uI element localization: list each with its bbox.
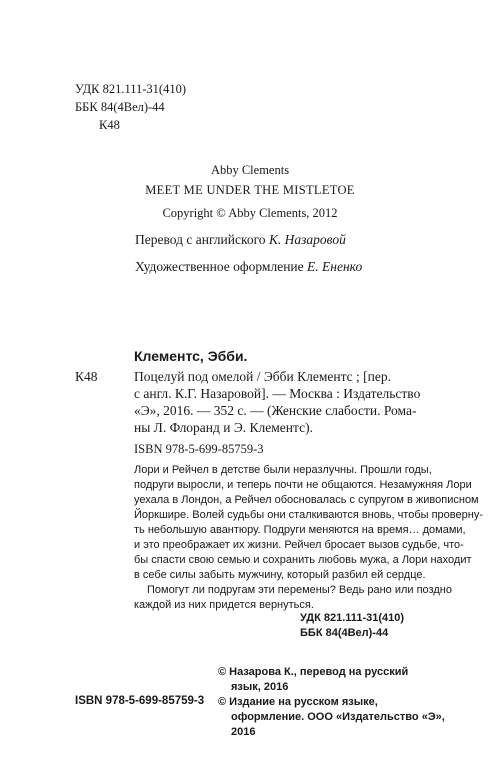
bbk-code-bottom: ББК 84(4Вел)-44 [300, 627, 389, 639]
annotation-line-8: в себе силы забыть мужчину, который разбил ей сердце. [134, 569, 426, 581]
author-english: Abby Clements [210, 163, 290, 177]
annotation-line-4: Йоркшире. Волей судьбы они сталкиваются вновь, чтобы проверну- [134, 509, 483, 521]
annotation-line-2: подруги выросли, и теперь почти не общаются. Незамужняя Лори [134, 479, 472, 491]
annotation-line-3: уехала в Лондон, а Рейчел обосновалась с супругом в живописном [134, 494, 479, 506]
annotation-line-1: Лори и Рейчел в детстве были неразлучны. Прошли годы, [134, 464, 432, 476]
title-english: MEET ME UNDER THE MISTLETOE [145, 183, 355, 197]
catalog-isbn: ISBN 978-5-699-85759-3 [134, 442, 264, 456]
annotation-line-10: каждой из них придется вернуться. [134, 599, 314, 611]
author-sign-top: К48 [99, 118, 120, 132]
catalog-line-3: «Э», 2016. — 352 с. — (Женские слабости. Рома- [134, 403, 417, 418]
annotation-line-9: Помогут ли подругам эти перемены? Ведь рано или поздно [147, 584, 452, 596]
copyright-edition-3: 2016 [231, 726, 256, 738]
catalog-line-2: с англ. К.Г. Назаровой]. — Москва : Издательство [134, 386, 421, 401]
bbk-code-top: ББК 84(4Вел)-44 [75, 100, 165, 114]
isbn-bottom: ISBN 978-5-699-85759-3 [75, 695, 205, 707]
catalog-sign: К48 [75, 369, 98, 384]
udk-code-top: УДК 821.111-31(410) [75, 82, 187, 96]
copyright-translation-2: язык, 2016 [231, 681, 289, 693]
annotation-line-7: бы спасти свою семью и сохранить любовь мужа, а Лори находит [134, 554, 472, 566]
annotation-line-5: ть небольшую авантюру. Подруги меняются на время… домами, [134, 524, 466, 536]
designer-label: Художественное оформление [135, 259, 304, 274]
translator-credit [135, 231, 346, 248]
catalog-line-1: Поцелуй под омелой / Эбби Клементс ; [пер. [134, 369, 392, 384]
catalog-line-4: ны Л. Флоранд и Э. Клементс). [134, 420, 313, 435]
annotation-line-6: и это преображает их жизни. Рейчел бросает вызов судьбе, что- [134, 539, 464, 551]
designer-credit [135, 258, 362, 275]
copyright-translation-1: © Назарова К., перевод на русский [218, 666, 409, 678]
catalog-author-heading: Клементс, Эбби. [134, 348, 248, 364]
translator-label: Перевод с английского [135, 232, 266, 247]
copyright-edition-2: оформление. ООО «Издательство «Э», [231, 711, 445, 723]
copyright-edition-1: © Издание на русском языке, [218, 696, 378, 708]
copyright-english: Copyright © Abby Clements, 2012 [162, 206, 338, 220]
translator-name: К. Назаровой [268, 232, 346, 247]
designer-name: Е. Ененко [307, 259, 363, 274]
udk-code-bottom: УДК 821.111-31(410) [300, 612, 405, 624]
